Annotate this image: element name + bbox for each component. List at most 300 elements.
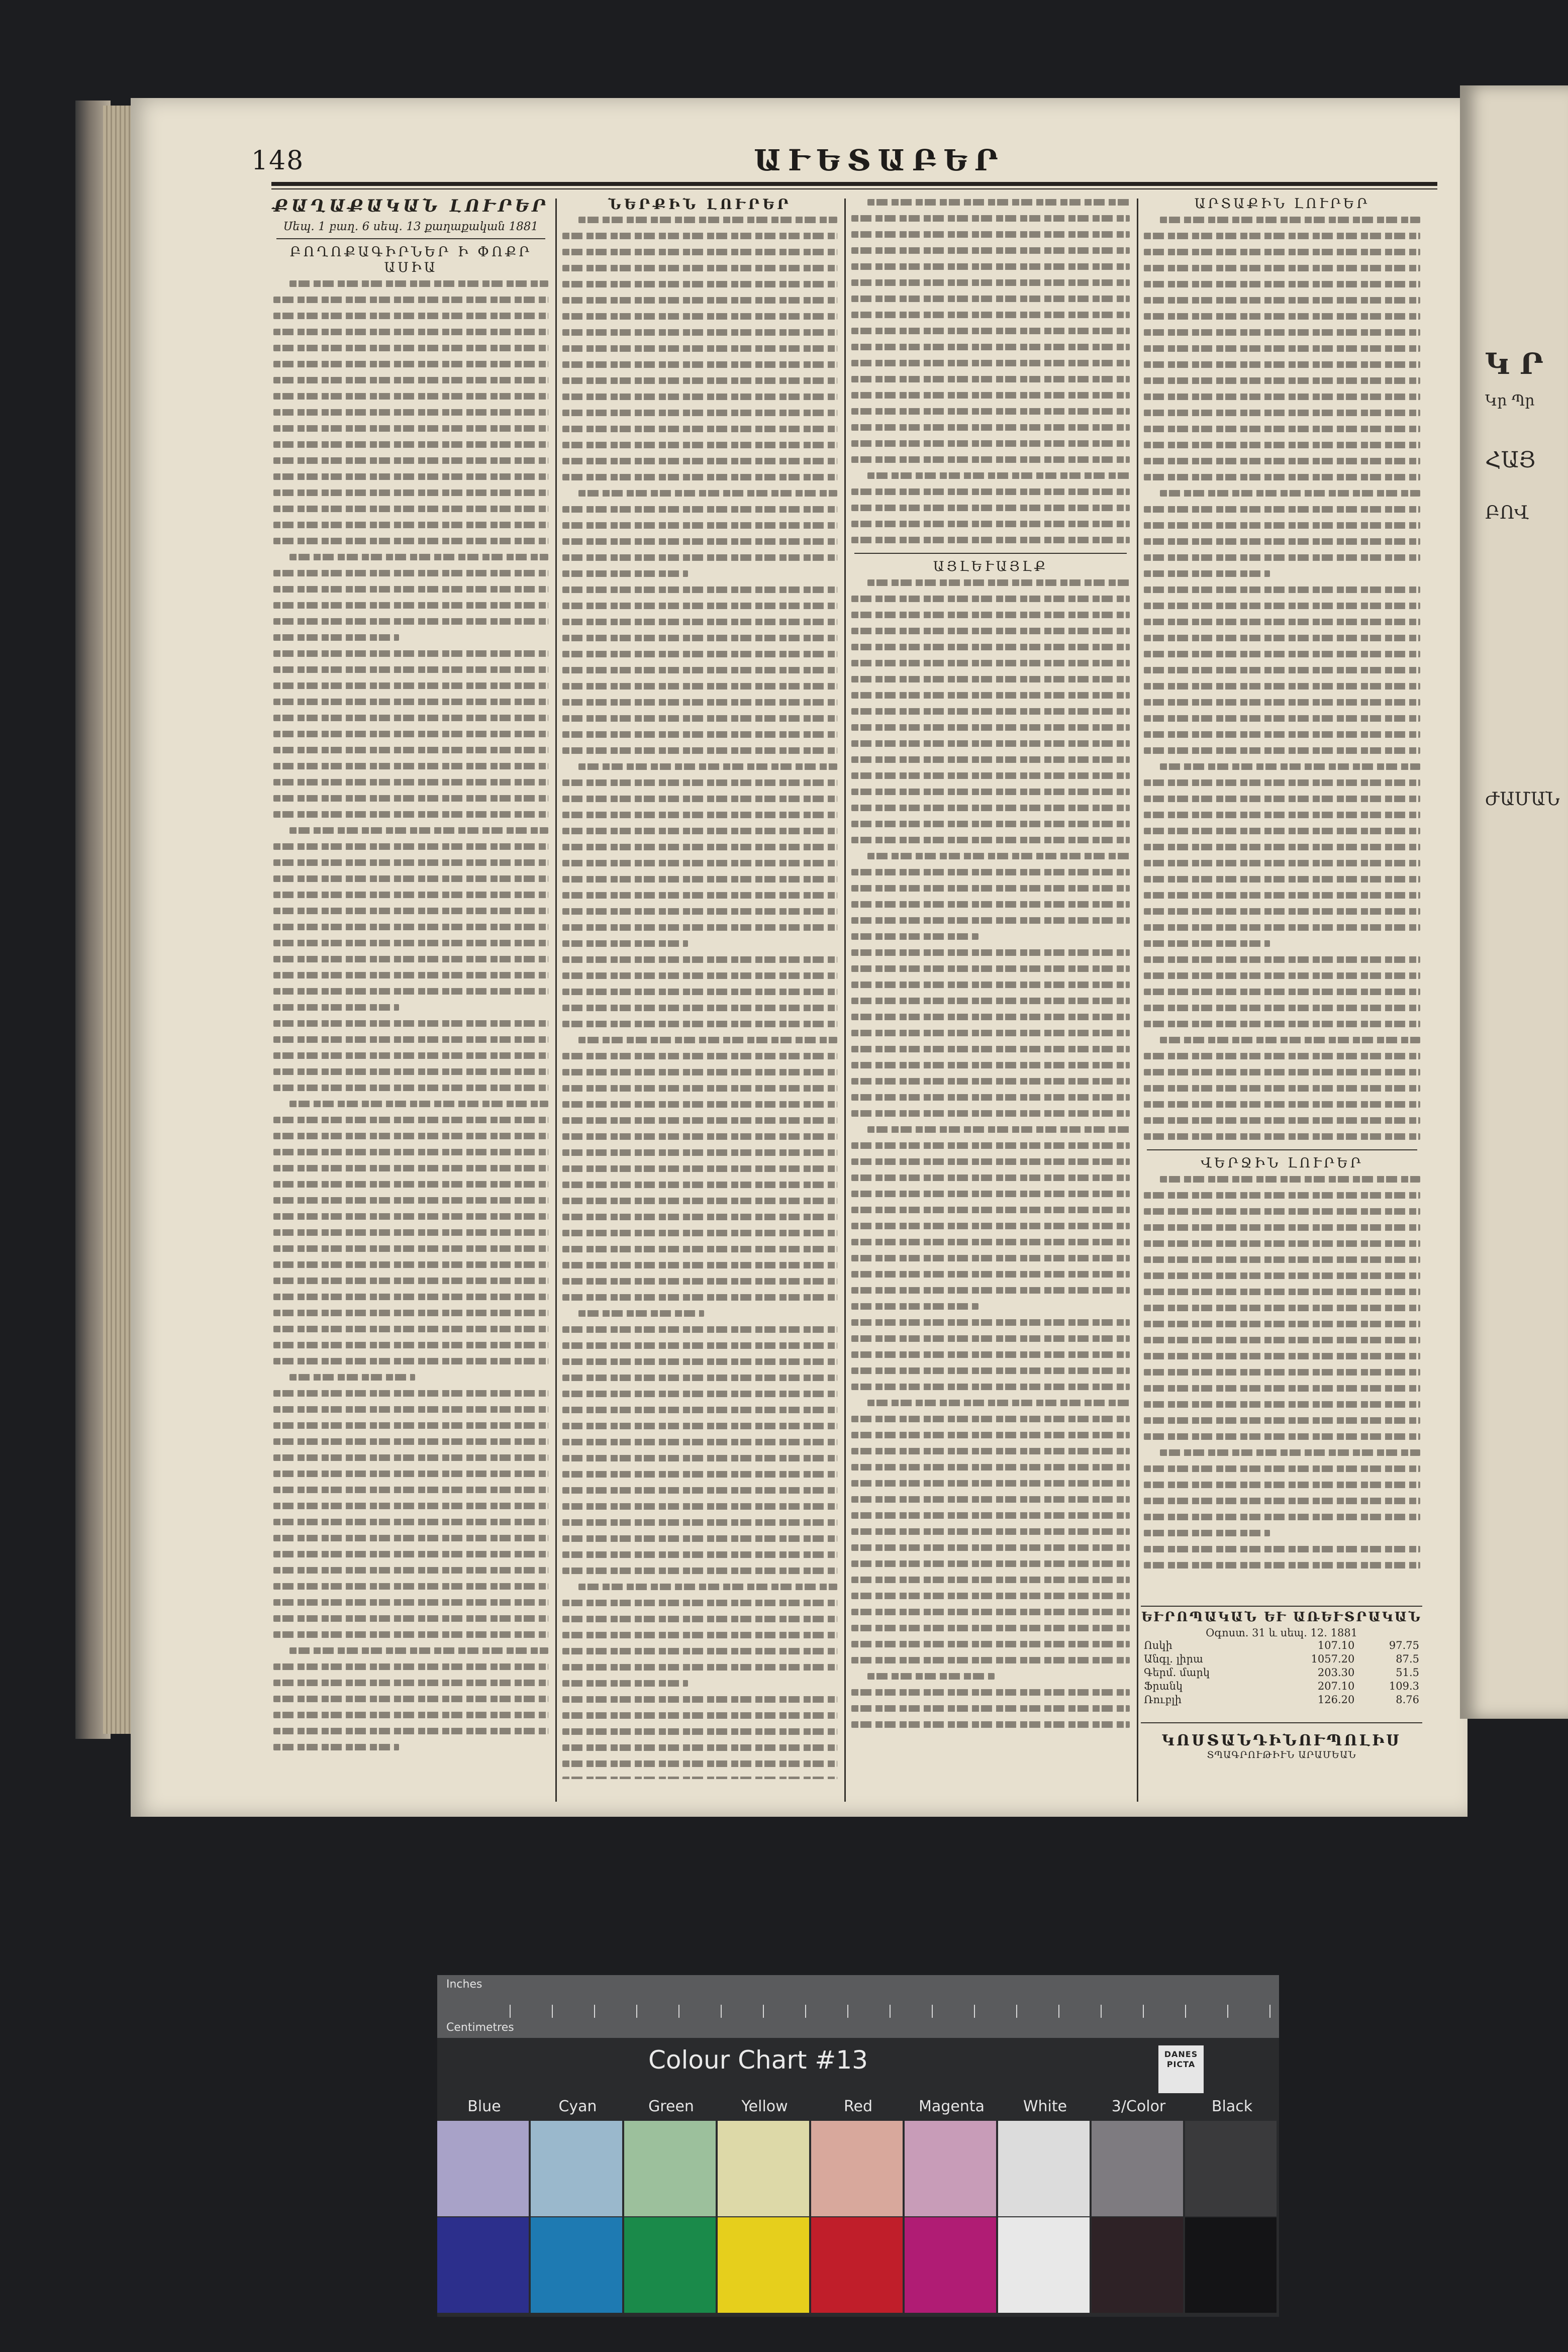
text-line: [851, 1480, 1130, 1487]
text-line: [1144, 731, 1420, 738]
text-line: [562, 1005, 837, 1011]
text-line: [273, 329, 548, 335]
text-line: [289, 1101, 548, 1107]
rate-value: 51.5: [1396, 1667, 1419, 1679]
text-line: [851, 312, 1130, 318]
text-line: [851, 933, 978, 940]
text-line: [273, 473, 548, 480]
text-line: [1144, 860, 1420, 866]
column-title: ԱՐՏԱՔԻՆ ԼՈՒՐԵՐ: [1194, 196, 1370, 212]
text-line: [851, 1223, 1130, 1229]
rate-value: 109.3: [1389, 1680, 1419, 1692]
ruler-tick: [1269, 2005, 1270, 2018]
facing-page-fragment: ԲՈՎ: [1485, 503, 1529, 523]
text-line: [273, 1454, 548, 1461]
text-line: [851, 1078, 1130, 1085]
text-line: [562, 377, 837, 384]
text-line: [1144, 1117, 1420, 1124]
text-line: [273, 506, 548, 512]
rate-label: Անգլ. լիրա: [1144, 1653, 1203, 1665]
text-line: [1144, 297, 1420, 304]
article-body: [849, 579, 1132, 1728]
text-line: [851, 965, 1130, 972]
text-line: [851, 660, 1130, 666]
text-line: [273, 586, 548, 593]
text-line: [562, 1391, 837, 1397]
text-line: [851, 456, 1130, 463]
article-body: [560, 217, 839, 1779]
text-line: [273, 1390, 548, 1397]
text-line: [273, 859, 548, 866]
text-line: [562, 812, 837, 818]
text-line: [851, 1271, 1130, 1278]
text-line: [851, 1030, 1130, 1036]
text-line: [851, 1432, 1130, 1438]
text-line: [1144, 989, 1420, 995]
exchange-rates: [1141, 1639, 1422, 1707]
text-line: [273, 570, 548, 576]
text-line: [1144, 747, 1420, 754]
text-line: [851, 1464, 1130, 1471]
text-line: [1144, 1321, 1420, 1327]
text-line: [273, 1165, 548, 1171]
text-line: [273, 1342, 548, 1348]
text-line: [1144, 940, 1270, 947]
dateline: Սեպ. 1 բաղ․ 6 սեպ․ 13 քաղաքական 1881: [283, 220, 539, 233]
text-line: [867, 579, 1130, 586]
text-line: [851, 772, 1130, 779]
text-line: [273, 1422, 548, 1429]
colour-swatch: [718, 2217, 809, 2313]
text-line: [851, 1705, 1130, 1712]
swatch-label: 3/Color: [1111, 2098, 1166, 2115]
colour-chart: [437, 1975, 1279, 2317]
text-line: [562, 844, 837, 850]
text-line: [1144, 281, 1420, 287]
facing-page: [1460, 85, 1568, 1719]
text-line: [273, 811, 548, 818]
text-line: [273, 1696, 548, 1702]
text-line: [851, 344, 1130, 350]
text-line: [562, 1198, 837, 1204]
text-line: [562, 1133, 837, 1140]
text-line: [851, 1577, 1130, 1583]
text-line: [562, 1487, 837, 1494]
text-line: [1144, 908, 1420, 915]
text-line: [562, 538, 837, 545]
ruler-tick: [510, 2005, 511, 2018]
text-line: [1144, 506, 1420, 513]
text-line: [562, 1600, 837, 1606]
text-line: [273, 1615, 548, 1622]
text-line: [562, 345, 837, 352]
ruler-tick: [847, 2005, 848, 2018]
text-line: [1144, 313, 1420, 320]
text-line: [273, 1133, 548, 1139]
article-body: [1142, 217, 1422, 1140]
colour-swatch: [531, 2217, 622, 2313]
text-line: [273, 1213, 548, 1220]
masthead: ԱՒԵՏԱԲԵՐ: [754, 143, 1005, 177]
text-line: [851, 1014, 1130, 1020]
text-line: [273, 715, 548, 721]
text-line: [562, 1567, 837, 1574]
article-heading: ԲՈՂՈՔԱԳԻՐՆԵՐ Ի ՓՈՔՐ ԱՍԻԱ: [289, 244, 532, 275]
text-line: [1144, 345, 1420, 352]
text-line: [273, 650, 548, 657]
text-line: [851, 789, 1130, 795]
swatch-label: White: [1023, 2098, 1067, 2115]
column-separator: [555, 199, 557, 1802]
text-line: [1144, 1482, 1420, 1488]
ruler-cm-label: Centimetres: [446, 2021, 514, 2034]
text-line: [562, 1760, 837, 1767]
text-line: [851, 1351, 1130, 1358]
text-line: [851, 708, 1130, 715]
ruler-tick: [890, 2005, 891, 2018]
text-line: [1144, 1053, 1420, 1059]
text-line: [562, 249, 837, 255]
column-separator: [1137, 199, 1138, 1802]
text-line: [273, 618, 548, 625]
text-line: [1144, 828, 1420, 834]
divider: [854, 553, 1127, 554]
page-number: 148: [251, 146, 305, 176]
chart-logo: DANES PICTA: [1158, 2045, 1204, 2093]
text-line: [851, 1367, 1130, 1374]
text-line: [562, 699, 837, 706]
text-line: [562, 570, 688, 577]
rate-label: Գերմ. մարկ: [1144, 1667, 1210, 1679]
text-line: [1160, 763, 1420, 770]
ruler-inches-label: Inches: [446, 1978, 482, 1991]
header-rule-thin: [271, 188, 1437, 189]
text-line: [273, 1245, 548, 1252]
text-line: [851, 1593, 1130, 1599]
exchange-date: Օգոստ. 31 և սեպ. 12. 1881: [1205, 1627, 1358, 1639]
text-line: [273, 1020, 548, 1027]
ruler-tick: [974, 2005, 975, 2018]
rate-value: 1057.20: [1311, 1653, 1355, 1665]
swatch-label: Blue: [467, 2098, 501, 2115]
text-line: [578, 490, 837, 497]
text-line: [273, 908, 548, 914]
text-line: [273, 892, 548, 898]
text-line: [289, 1374, 415, 1381]
text-line: [562, 329, 837, 336]
rate-value: 8.76: [1396, 1694, 1419, 1706]
text-line: [851, 1191, 1130, 1197]
swatch-label: Red: [844, 2098, 872, 2115]
text-line: [1144, 1305, 1420, 1311]
text-line: [851, 1544, 1130, 1551]
text-line: [851, 488, 1130, 495]
text-line: [273, 682, 548, 689]
text-line: [273, 1567, 548, 1574]
text-line: [851, 231, 1130, 238]
text-line: [1144, 1208, 1420, 1215]
text-line: [1144, 586, 1420, 593]
text-line: [562, 522, 837, 529]
text-line: [851, 1721, 1130, 1728]
text-line: [562, 1439, 837, 1445]
rate-value: 126.20: [1317, 1694, 1355, 1706]
text-line: [562, 1214, 837, 1220]
text-line: [851, 837, 1130, 843]
text-line: [562, 1358, 837, 1365]
column-political-news: [271, 196, 550, 1779]
text-line: [851, 1303, 978, 1310]
colour-swatch: [1092, 2217, 1183, 2313]
text-line: [1144, 683, 1420, 690]
text-line: [851, 360, 1130, 366]
text-line: [867, 853, 1130, 859]
text-line: [562, 1294, 837, 1301]
text-line: [562, 1616, 837, 1622]
colour-swatch: [437, 2217, 529, 2313]
text-line: [1144, 1101, 1420, 1108]
text-line: [562, 1455, 837, 1461]
text-line: [851, 1528, 1130, 1535]
text-line: [562, 297, 837, 304]
text-line: [851, 296, 1130, 302]
text-line: [851, 1560, 1130, 1567]
text-line: [851, 1641, 1130, 1647]
text-line: [562, 715, 837, 722]
text-line: [851, 724, 1130, 731]
text-line: [851, 279, 1130, 286]
text-line: [851, 1448, 1130, 1454]
colour-swatch: [1092, 2121, 1183, 2216]
swatch-label: Cyan: [558, 2098, 597, 2115]
text-line: [851, 821, 1130, 827]
text-line: [273, 1583, 548, 1590]
ruler-tick: [1016, 2005, 1017, 2018]
text-line: [273, 345, 548, 351]
table-row: [1141, 1652, 1422, 1666]
text-line: [1144, 1240, 1420, 1247]
text-line: [273, 441, 548, 448]
text-line: [273, 457, 548, 464]
text-line: [1144, 667, 1420, 673]
text-line: [273, 1117, 548, 1123]
rate-label: Ոսկի: [1144, 1639, 1172, 1651]
text-line: [273, 1503, 548, 1509]
text-line: [851, 247, 1130, 254]
chart-title: Colour Chart #13: [648, 2045, 868, 2075]
text-line: [562, 796, 837, 802]
text-line: [1144, 233, 1420, 239]
text-line: [1144, 812, 1420, 818]
text-line: [562, 1744, 837, 1751]
text-line: [851, 1142, 1130, 1149]
text-line: [1144, 1021, 1420, 1027]
text-line: [273, 763, 548, 769]
column-foreign-news: [1142, 196, 1422, 1598]
text-line: [1144, 1289, 1420, 1295]
text-line: [273, 602, 548, 609]
text-line: [273, 1744, 399, 1750]
column-separator: [844, 199, 846, 1802]
text-line: [1144, 1224, 1420, 1231]
text-line: [1144, 1530, 1270, 1536]
ruler-tick: [1185, 2005, 1186, 2018]
text-line: [562, 651, 837, 657]
text-line: [273, 875, 548, 882]
colour-swatch: [437, 2121, 529, 2216]
text-line: [562, 667, 837, 673]
divider: [276, 238, 545, 239]
rate-value: 107.10: [1317, 1639, 1355, 1651]
text-line: [562, 1680, 688, 1687]
text-line: [851, 215, 1130, 222]
facing-page-fragment: ԺԱՄԱՆ: [1485, 789, 1560, 810]
text-line: [273, 1181, 548, 1188]
text-line: [562, 410, 837, 416]
text-line: [562, 1712, 837, 1719]
text-line: [851, 1158, 1130, 1165]
article-body: [271, 280, 550, 1750]
text-line: [1144, 1337, 1420, 1343]
text-line: [1144, 1085, 1420, 1092]
text-line: [562, 1326, 837, 1333]
text-line: [867, 472, 1130, 479]
colour-swatch: [905, 2121, 996, 2216]
text-line: [1144, 570, 1270, 577]
colour-swatch: [1185, 2121, 1277, 2216]
exchange-title: ԵՒՐՈՊԱԿԱՆ ԵՒ ԱՌԵՒՏՐԱԿԱՆ: [1141, 1610, 1422, 1625]
rate-value: 203.30: [1317, 1667, 1355, 1679]
ruler-tick: [1227, 2005, 1228, 2018]
ruler-tick: [552, 2005, 553, 2018]
text-line: [273, 795, 548, 802]
text-line: [851, 1287, 1130, 1294]
article-body: [1142, 1176, 1422, 1569]
text-line: [1144, 603, 1420, 609]
text-line: [1144, 796, 1420, 802]
text-line: [562, 1407, 837, 1413]
text-line: [851, 440, 1130, 447]
text-line: [1144, 924, 1420, 931]
text-line: [562, 1101, 837, 1108]
swatch-label: Magenta: [919, 2098, 985, 2115]
text-line: [1144, 892, 1420, 899]
text-line: [273, 1052, 548, 1059]
text-line: [578, 763, 837, 770]
text-line: [851, 982, 1130, 988]
text-line: [1144, 715, 1420, 722]
text-line: [562, 586, 837, 593]
colour-swatch: [531, 2121, 622, 2216]
text-line: [851, 1110, 1130, 1117]
text-line: [1144, 1192, 1420, 1199]
text-line: [273, 1406, 548, 1413]
text-line: [562, 1342, 837, 1349]
column-title: ՔԱՂԱՔԱԿԱՆ ԼՈՒՐԵՐ: [273, 196, 549, 216]
text-line: [562, 1664, 837, 1671]
text-line: [851, 1319, 1130, 1326]
colour-swatch: [998, 2217, 1090, 2313]
text-line: [851, 505, 1130, 511]
text-line: [851, 408, 1130, 415]
text-line: [273, 1310, 548, 1316]
text-line: [273, 988, 548, 995]
text-line: [562, 603, 837, 609]
text-line: [273, 1438, 548, 1445]
text-line: [562, 779, 837, 786]
text-line: [562, 908, 837, 915]
text-line: [562, 1471, 837, 1478]
text-line: [562, 1777, 837, 1779]
text-line: [1144, 1256, 1420, 1263]
text-line: [851, 376, 1130, 382]
text-line: [1144, 377, 1420, 384]
text-line: [1144, 1465, 1420, 1472]
text-line: [851, 676, 1130, 682]
text-line: [273, 1068, 548, 1075]
text-line: [562, 1696, 837, 1703]
text-line: [562, 361, 837, 368]
ruler-tick: [636, 2005, 637, 2018]
text-line: [851, 628, 1130, 634]
colour-swatch: [905, 2217, 996, 2313]
text-line: [851, 596, 1130, 602]
text-line: [1144, 1353, 1420, 1359]
text-line: [851, 1496, 1130, 1503]
swatch-row-tint: [437, 2121, 1279, 2216]
text-line: [562, 635, 837, 641]
text-line: [1144, 1385, 1420, 1392]
text-line: [562, 683, 837, 690]
text-line: [1144, 699, 1420, 706]
text-line: [851, 805, 1130, 811]
imprint-place: ԿՈՍՏԱՆԴԻՆՈՒՊՈԼԻՍ: [1161, 1732, 1402, 1749]
text-line: [562, 892, 837, 899]
imprint-press: ՏՊԱԳՐՈՒԹԻՒՆ ԱՐԱՄԵԱՆ: [1207, 1749, 1356, 1760]
text-line: [562, 956, 837, 963]
text-line: [562, 426, 837, 432]
text-line: [1144, 265, 1420, 271]
text-line: [1144, 1562, 1420, 1569]
table-row: [1141, 1666, 1422, 1680]
text-line: [273, 313, 548, 319]
exchange-table: [1141, 1606, 1422, 1723]
facing-page-fragment: ՀԱՅ: [1485, 447, 1536, 473]
text-line: [851, 1609, 1130, 1615]
text-line: [851, 1239, 1130, 1245]
text-line: [273, 634, 399, 641]
text-line: [273, 522, 548, 528]
text-line: [1144, 956, 1420, 963]
text-line: [273, 1519, 548, 1525]
text-line: [562, 1503, 837, 1510]
text-line: [562, 554, 837, 561]
text-line: [851, 328, 1130, 334]
colour-swatch: [624, 2121, 716, 2216]
text-line: [1144, 1369, 1420, 1376]
table-row: [1141, 1639, 1422, 1652]
text-line: [273, 972, 548, 978]
text-line: [1144, 651, 1420, 657]
text-line: [1144, 458, 1420, 464]
text-line: [1144, 1401, 1420, 1408]
ruler: [437, 1975, 1279, 2038]
text-line: [273, 1197, 548, 1204]
text-line: [851, 1046, 1130, 1052]
ruler-tick: [932, 2005, 933, 2018]
text-line: [273, 843, 548, 850]
text-line: [1144, 249, 1420, 255]
